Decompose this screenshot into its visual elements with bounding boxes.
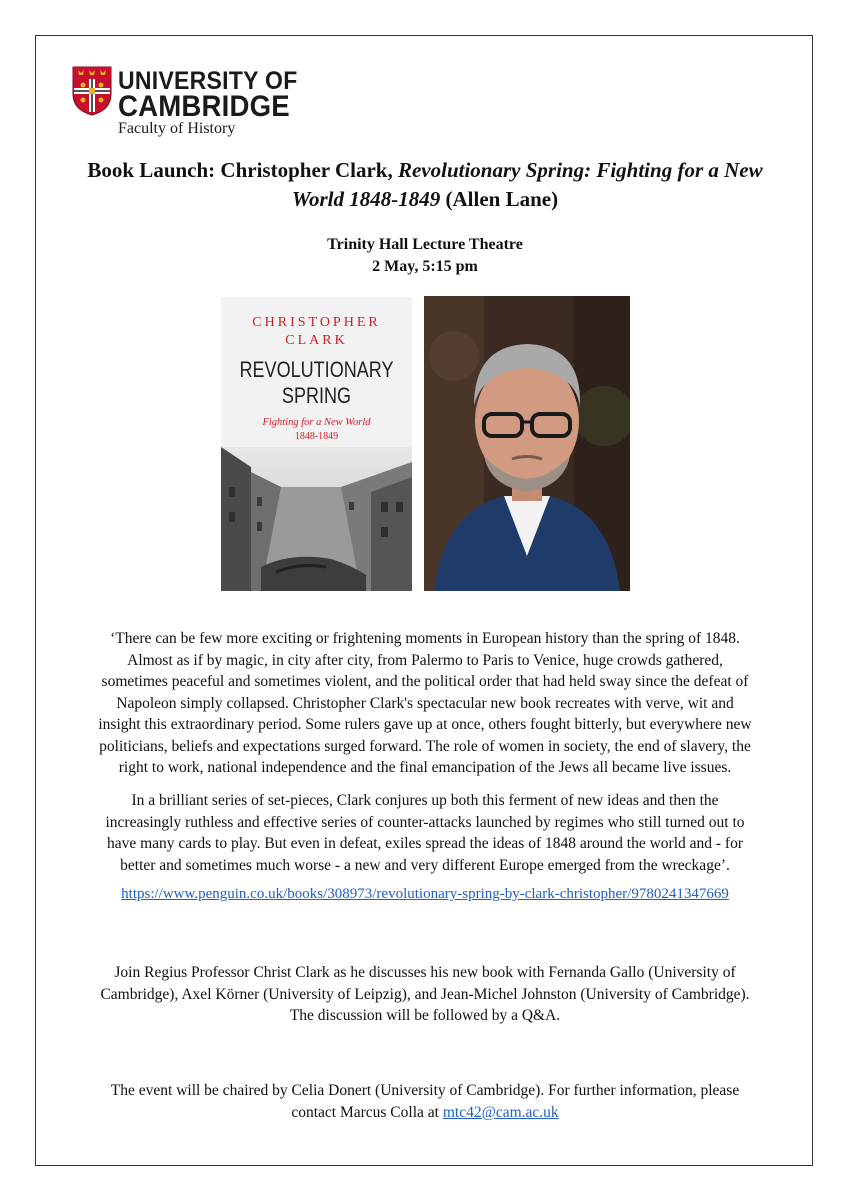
event-discussion-paragraph: Join Regius Professor Christ Clark as he discusses his new book with Fernanda Gallo (University of Cambridge), Axel Körner (University of Leipzig), and Jean-Michel Johnston (University of Cambridge). The discussion will be followed by a Q&A. bbox=[100, 964, 750, 1024]
book-title: Revolutionary Spring: Fighting for a New World 1848-1849 bbox=[291, 158, 763, 211]
event-venue: Trinity Hall Lecture Theatre bbox=[327, 236, 523, 253]
cambridge-crest-icon bbox=[72, 66, 112, 116]
penguin-book-link[interactable]: https://www.penguin.co.uk/books/308973/revolutionary-spring-by-clark-christopher/9780241347669 bbox=[121, 886, 729, 902]
cover-author-first: CHRISTOPHER bbox=[252, 315, 381, 330]
event-contact-paragraph bbox=[95, 1080, 755, 1123]
barricade-street-photo bbox=[221, 447, 412, 591]
title-prefix: Book Launch: Christopher Clark, bbox=[87, 158, 398, 182]
title-publisher: (Allen Lane) bbox=[440, 187, 559, 211]
book-cover-image bbox=[221, 297, 412, 591]
contact-email-link[interactable]: mtc42@cam.ac.uk bbox=[442, 1103, 559, 1121]
cover-title-line1: REVOLUTIONARY bbox=[239, 357, 394, 382]
university-logo bbox=[72, 66, 332, 138]
event-venue-block bbox=[80, 234, 770, 278]
event-datetime: 2 May, 5:15 pm bbox=[372, 258, 478, 275]
book-description-paragraph-2: In a brilliant series of set-pieces, Clark conjures up both this ferment of new ideas and then the increasingly ruthless and effective series of counter-attacks launched by regimes who still turned out to have many cards to play. But even in defeat, exiles spread the ideas of 1848 around the world and - for better and sometimes much worse - a new and very different Europe emerged from the wreckage’. bbox=[105, 792, 745, 874]
event-title bbox=[80, 156, 770, 214]
author-portrait-photo bbox=[424, 296, 630, 591]
university-name-line1: UNIVERSITY OF bbox=[118, 67, 298, 95]
university-name-line2: CAMBRIDGE bbox=[118, 90, 290, 123]
faculty-name: Faculty of History bbox=[118, 120, 236, 137]
contact-text: The event will be chaired by Celia Donert (University of Cambridge). For further information, please contact Marcus Colla at bbox=[110, 1082, 740, 1121]
cover-subtitle: Fighting for a New World bbox=[262, 417, 371, 428]
book-description-paragraph-1: ‘There can be few more exciting or frightening moments in European history than the spring of 1848. Almost as if by magic, in city after city, from Palermo to Paris to Venice, huge crowds gathered, sometimes peaceful and sometimes violent, and the political order that had held sway since the defeat of Napoleon simply collapsed. Christopher Clark's spectacular new book recreates with verve, wit and insight this extraordinary period. Some rulers gave up at once, others fought bitterly, but everywhere new politicians, beliefs and expectations surged forward. The role of women in society, the end of slavery, the right to work, national independence and the final emancipation of the Jews all became live issues. bbox=[98, 630, 752, 776]
cover-title-line2: SPRING bbox=[281, 383, 352, 408]
cover-author-last: CLARK bbox=[285, 333, 348, 348]
cover-years: 1848-1849 bbox=[294, 431, 339, 442]
